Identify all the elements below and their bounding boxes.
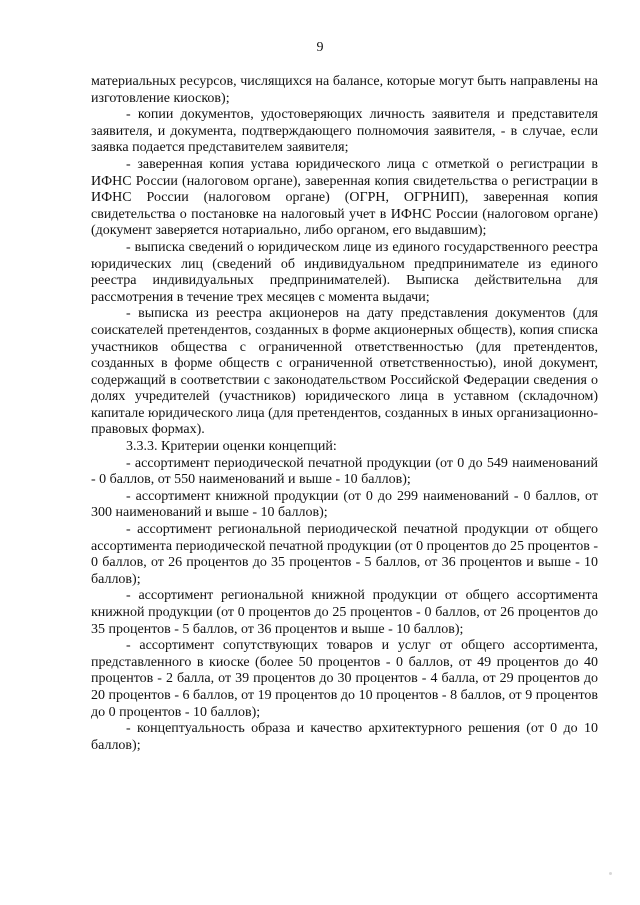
paragraph-continuation: материальных ресурсов, числящихся на балансе, которые могут быть направлены на изготовление киосков); <box>91 74 598 106</box>
list-item-registry-extract: - выписка сведений о юридическом лице из единого государственного реестра юридических лиц (сведений об индивидуальном предпринимателе из единого реестра индивидуальных предпринимателей). Выписка действительна для рассмотрения в течение трех месяцев с момента выдачи; <box>91 239 598 305</box>
list-item-charter-copy: - заверенная копия устава юридического лица с отметкой о регистрации в ИФНС России (налоговом органе), заверенная копия свидетельства о регистрации в ИФНС России (налоговом органе) (ОГРН, ОГРНИП), заверенная копия свидетельства о постановке на налоговый учет в ИФНС России (налоговом органе) (документ заверяется нотариально, либо органом, его выдавшим); <box>91 156 598 239</box>
list-item-shareholder-register: - выписка из реестра акционеров на дату представления документов (для соискателей претендентов, созданных в форме акционерных обществ), копия списка участников общества с ограниченной ответственностью (для претендентов, созданных в форме обществ с ограниченной ответственностью), иной документ, содержащий в соответствии с законодательством Российской Федерации сведения о долях учредителей (участников) юридического лица в уставном (складочном) капитале юридического лица (для претендентов, созданных в иных организационно-правовых формах). <box>91 306 598 438</box>
criterion-architecture: - концептуальность образа и качество архитектурного решения (от 0 до 10 баллов); <box>91 721 598 753</box>
document-body <box>91 74 598 754</box>
section-heading-criteria: 3.3.3. Критерии оценки концепций: <box>126 439 337 455</box>
criterion-related-goods: - ассортимент сопутствующих товаров и услуг от общего ассортимента, представленного в киоске (более 50 процентов - 0 баллов, от 49 процентов до 40 процентов - 2 балла, от 39 процентов до 30 процентов - 4 балла, от 29 процентов до 20 процентов - 6 баллов, от 19 процентов до 10 процентов - 8 баллов, от 9 процентов до 0 процентов - 10 баллов); <box>91 638 598 720</box>
criterion-regional-periodicals: - ассортимент региональной периодической печатной продукции от общего ассортимента периодической печатной продукции (от 0 процентов до 25 процентов - 0 баллов, от 26 процентов до 35 процентов - 5 баллов, от 36 процентов и выше - 10 баллов); <box>91 522 598 587</box>
criterion-regional-books: - ассортимент региональной книжной продукции от общего ассортимента книжной продукции (от 0 процентов до 25 процентов - 0 баллов, от 26 процентов до 35 процентов - 5 баллов, от 36 процентов и выше - 10 баллов); <box>91 588 598 637</box>
criterion-books: - ассортимент книжной продукции (от 0 до 299 наименований - 0 баллов, от 300 наименований и выше - 10 баллов); <box>91 488 598 521</box>
scan-speck <box>609 872 612 875</box>
criterion-periodicals: - ассортимент периодической печатной продукции (от 0 до 549 наименований - 0 баллов, от 550 наименований и выше - 10 баллов); <box>91 455 598 488</box>
page-number: 9 <box>316 40 324 55</box>
list-item-identity-documents: - копии документов, удостоверяющих личность заявителя и представителя заявителя, и документа, подтверждающего полномочия заявителя, - в случае, если заявка подается представителем заявителя; <box>91 107 598 156</box>
